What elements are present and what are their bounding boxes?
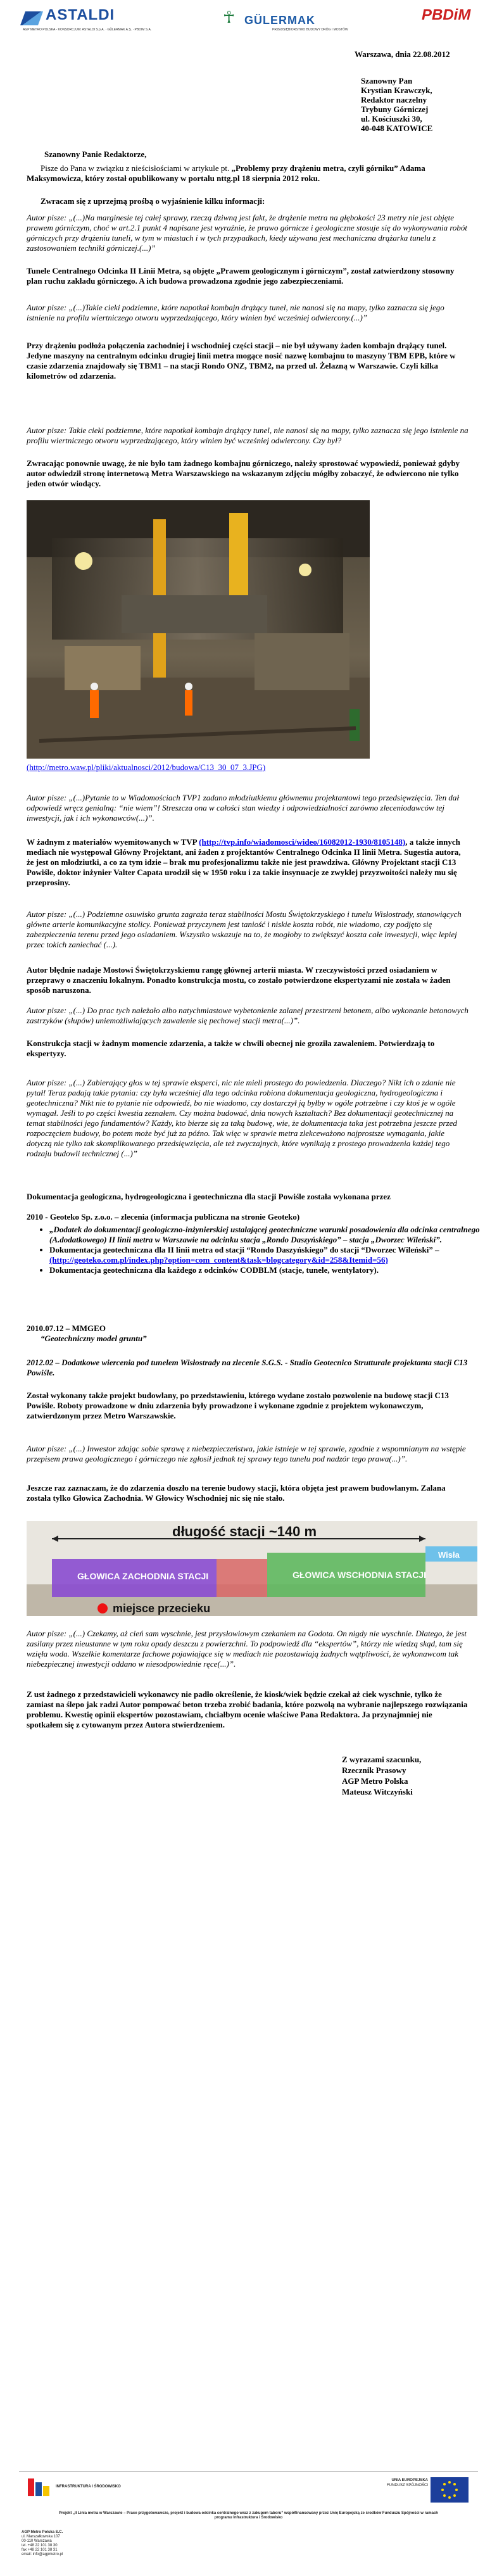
company-address: [22, 2530, 110, 2557]
quote-5: Autor pisze: „(...) Podziemne osuwisko grunta zagraża teraz stabilności Mostu Świętokrzyskiego i tunelu Wisłostrady, stanowiących główne arterie komunikacyjne stolicy. Ponieważ przyczynem jest taniość i niskie koszta robót, nie wiadomo, czy podjęto się zabezpieczenia terenu przed jego osiadaniem. Wszystko wskazuje na to, że mogłoby to zwiększyć koszta całe inwestycji, więc lepiej przec tokich zaniechać (...).: [27, 909, 462, 949]
answer-5: Autor błędnie nadaje Mostowi Świętokrzyskiemu rangę głównej arterii miasta. W rzeczywistości przed osiadaniem w przeprawy o znaczeniu lokalnym. Ponadto konstrukcja mostu, co zostało potwierdzone ekspertyzami nie została w żaden sposób naruszona.: [27, 965, 451, 995]
article-title: „Problemy przy drążeniu metra, czyli górniku” Adama Maksymowicza, który został opublikowany w portalu nttg.pl 18 sierpnia 2012 roku.: [27, 163, 425, 183]
answer-2: Przy drążeniu podłoża połączenia zachodniej i wschodniej części stacji – nie był używany żaden kombajn drążący tunel. Jedyne maszyny na centralnym odcinku drugiej linii metra mogące nosić nazwę kombajnu to maszyny TBM EPB, które w czasie zdarzenia znajdowały się TBM1 – na stacji Rondo ONZ, TBM2, na przed ul. Żelazną w Warszawie. Czyli kilka kilometrów od zdarzenia.: [27, 341, 456, 381]
quote-1: Autor pisze: „(...)Na marginesie tej całej sprawy, rzeczą dziwną jest fakt, że drążenie metra na głębokości 23 metry nie jest objęte prawem górniczym, choć w art.2.1 punkt 4 napisane jest wyraźnie, że prawo górnicze i geologiczne stosuje się do wykonywania robót górniczych przy drążeniu tuneli, w tym w miastach i w tych przypadkach, kiedy używana jest mechaniczna drążarka tunelu z zastosowaniem techniki górniczej.(...)”: [27, 213, 468, 253]
header-tagline-left: AGP METRO POLSKA - KONSORCJUM: ASTALDI S.p.A. · GÜLERMAK A.Ş. · PBDIM S.A.: [23, 28, 152, 32]
signoff-line: Z wyrazami szacunku,: [342, 1755, 422, 1764]
gulermak-logo-text: GÜLERMAK: [244, 14, 315, 27]
eu-fund-label: FUNDUSZ SPÓJNOŚCI: [386, 2484, 428, 2487]
construction-site-photo: [27, 500, 370, 759]
diagram-river-label: Wisła: [438, 1550, 460, 1560]
pbdim-logo: [422, 6, 479, 34]
quote-3: Autor pisze: Takie cieki podziemne, które napotkał kombajn drążący tunel, nie nanosi się na mapy, tylko zaznacza się jego istnienie na profilu wiertniczego otworu wyprzedzającego, który winien być wcześniej odwiercony. Czy był?: [27, 426, 469, 445]
signoff-block: [342, 1754, 469, 1797]
diagram-west-label: GŁOWICA ZACHODNIA STACJI: [77, 1571, 209, 1581]
recipient-line: Szanowny Pan: [361, 76, 413, 85]
company-name: AGP Metro Polska S.C.: [22, 2530, 63, 2534]
letterhead: [0, 0, 497, 42]
astaldi-mark-icon: [20, 11, 43, 25]
answer-4-body: , a także innych mediach nie występował Główny Projektant, ani żaden z projektantów Centralnego Odcinka II linii Metra. Sugestia autora, że jest on młodziutki, a co za tym idzie – brak mu profesjonalizmu także nie jest prawdziwa. Główny Projektant stacji C13 Powiśle, doktor inżynier Valter Capata urodził się w 1950 roku i za takie insynuacje ze zwykłej przyzwoitości należy mu się przeprosiny.: [27, 837, 461, 887]
address-line: ul. Marszałkowska 107: [22, 2535, 60, 2539]
quote-6: Autor pisze: „(...) Do prac tych należało albo natychmiastowe wybetonienie zalanej przestrzeni betonem, albo wykonanie betonowych zastrzyków (słupów) uniemożliwiających zawalenie się pechowej stacji metra(...)”.: [27, 1006, 469, 1025]
quote-7: Autor pisze: „(...) Zabierający głos w tej sprawie eksperci, nic nie mieli prostego do powiedzenia. Dlaczego? Nikt ich o zdanie nie pytał! Teraz padają takie pytania: czy była wcześniej dla tego odcinka robiona dokumentacja geologiczna, hydrogeologiczna i geotechniczna? Nikt nie to pytanie nie odpowiedź, bo nie wiadomo, czy dostarczył ją byłby w ogóle potrzebne i czy ktoś je w ogóle wymagał. Jeśli to po części kwestia zeznałem. Czy można budować, dnia nowych ksztaltach? Bez dokumentacji geotechnicznej na temat stabilności jego fundamentów? Każdy, kto bierze się za taką budowę, wie, że dokumentacja taka jest potrzebna jeszcze przed rozpoczęciem budowy, bo potem może być już za późno. Tak więc w sprawie metra zlekceważono najprostsze wymagania, jakie dotyczą nie tylko tak skomplikowanego przedsięwzięcia, ale też zwyczajnych, które wynikają z prostego prowadzenia każdej tego rodzaju budowli technicznej (...)”: [27, 1078, 457, 1158]
astaldi-logo-text: ASTALDI: [46, 6, 115, 23]
docs-list-item: • Dokumentacja geotechniczna dla każdego z odcinków CODBLM (stacje, tunele, wentylatory).: [49, 1265, 493, 1275]
eu-flag-icon: [431, 2477, 469, 2503]
answer-9: Z ust żadnego z przedstawicieli wykonawcy nie padło określenie, że kiosk/wiek będzie czekał aż ciek wyschnie, tylko że zamiast na ślepo jak radzi Autor pompować beton trzeba zrobić badania, które pozwolą na wybranie najlepszego rozwiązania problemu. Kwestię opinii ekspertów pozostawiam, chciałbym ocenie właściwe Pana Redaktora. Ja przynajmniej nie spotkałem się z cytowanym przez Autora stwierdzeniem.: [27, 1689, 468, 1729]
photo-source-link[interactable]: [27, 762, 470, 773]
recipient-line: Krystian Krawczyk,: [361, 85, 432, 95]
answer-1: Tunele Centralnego Odcinka II Linii Metra, są objęte „Prawem geologicznym i górniczym”, został zatwierdzony stosowny plan ruchu zakładu górniczego. A ich budowa prowadzona zgodnie jego zabezpieczeniami.: [27, 266, 455, 286]
recipient-line: ul. Kościuszki 30,: [361, 114, 422, 123]
gulermak-figure-icon: ☥: [223, 8, 236, 27]
quote-4: Autor pisze: „(...)Pytanie to w Wiadomościach TVP1 zadano młodziutkiemu głównemu projektantowi tego przedsięwzięcia. Ten dał odpowiedź wręcz genialną: “nie wiem”! Streszcza ona w całości stan wiedzy i odpowiedzialności zarówno zleceniodawców tej inwestycji, jak i ich wykonawców(...)”.: [27, 793, 459, 823]
eu-label: UNIA EUROPEJSKA: [391, 2478, 428, 2482]
diagram-length-label: długość stacji ~140 m: [172, 1524, 317, 1539]
docs-heading: Dokumentacja geologiczna, hydrogeologiczna i geotechniczna dla stacji Powiśle została wykonana przez: [27, 1192, 391, 1201]
answer-4: [27, 837, 470, 888]
address-line: email: info@agpmetro.pl: [22, 2553, 63, 2556]
address-line: fax +48 22 101 38 31: [22, 2548, 58, 2552]
station-diagram: [27, 1521, 477, 1616]
docs-item-text: Dokumentacja geotechniczna dla II linii metra od stacji “Rondo Daszyńskiego” do stacji “Dworzec Wileński” –: [49, 1245, 439, 1254]
station-diagram-svg: [27, 1521, 477, 1616]
letter-date: Warszawa, dnia 22.08.2012: [355, 49, 450, 59]
pbdim-logo-text: PBDiM: [422, 6, 471, 23]
quote-2: Autor pisze: „(...)Takie cieki podziemne, które napotkał kombajn drążący tunel, nie nanosi się na mapy, tylko zaznacza się jego istnienie na profilu wiertniczego otworu wyprzedzającego, który winien być wcześniej odwiercony.(...)”: [27, 303, 444, 322]
recipient-line: Redaktor naczelny: [361, 95, 427, 104]
docs-list: [27, 1225, 493, 1275]
project-cofinancing-note: Projekt „II Linia metra w Warszawie – Prace przygotowawcze, projekt i budowa odcinka centralnego wraz z zakupem taboru” współfinansowany przez Unię Europejską ze środków Funduszu Spójności w ramach programu Infrastruktura i Środowisko: [59, 2511, 438, 2520]
header-tagline-right: PRZEDSIĘBIORSTWO BUDOWY DRÓG I MOSTÓW: [272, 28, 348, 32]
address-line: tel. +48 22 101 38 30: [22, 2544, 58, 2548]
answer-7: Został wykonany także projekt budowlany, po przedstawieniu, którego wydane zostało pozwolenie na budowę stacji C13 Powiśle. Roboty prowadzone w dniu zdarzenia były prowadzone i wykonane zgodnie z projektem wykonawczym, zatwierdzonym przez Metro Warszawskie.: [27, 1391, 449, 1420]
answer-6: Konstrukcja stacji w żadnym momencie zdarzenia, a także w chwili obecnej nie groziła zawaleniem. Potwierdzają to ekspertyzy.: [27, 1039, 435, 1058]
answer-8: Jeszcze raz zaznaczam, że do zdarzenia doszło na terenie budowy stacji, która objęta jest prawem budowlanym. Zalana została tylko Głowica Zachodnia. W Głowicy Wschodniej nic się nie stało.: [27, 1483, 446, 1503]
docs-list-item: [49, 1245, 493, 1265]
signoff-line: AGP Metro Polska: [342, 1776, 408, 1786]
intro-paragraph: [27, 163, 470, 184]
mmgeo-line: 2010.07.12 – MMGEO: [27, 1323, 106, 1333]
intro-request: Zwracam się z uprzejmą prośbą o wyjaśnienie kilku informacji:: [41, 196, 265, 206]
answer-4-lead: W żadnym z materiałów wyemitowanych w TVP: [27, 837, 199, 847]
footer-divider: [19, 2471, 478, 2472]
diagram-east-label: GŁOWICA WSCHODNIA STACJI: [293, 1570, 427, 1580]
signoff-line: Mateusz Witczyński: [342, 1787, 413, 1796]
quote-9: Autor pisze: „(...) Czekamy, aż cień sam wyschnie, jest przysłowiowym czekaniem na Godota. On nigdy nie wyschnie. Dlatego, że jest zasilany przez nieustanne w tym roku opady deszczu z powierzchni. To podpowiedź dla “ekspertów”, którzy nie wiedzą skąd, tam się wzięła woda. Wszelkie komentarze fachowe pojawiające się w mediach nie pozostawiają żadnych wątpliwości, że wykonawcom tak niebezpiecznej inwestycji oddano w niesodpowiednie ręce(...)”.: [27, 1629, 467, 1669]
answer-3: Zwracając ponownie uwagę, że nie było tam żadnego kombajnu górniczego, należy sprostować wypowiedź, ponieważ gdyby autor odwiedził stronę internetową Metra Warszawskiego na wskazanym zdjęciu mógłby zobaczyć, że odwiercono nie tylko jeden otwór wiodący.: [27, 458, 460, 488]
intro-text: Pisze do Pana w związku z nieścisłościami w artykule pt.: [41, 163, 232, 173]
tvp-link[interactable]: (http://tvp.info/wiadomosci/wideo/16082012-1930/8105148): [199, 837, 406, 847]
address-line: 00-110 Warszawa: [22, 2539, 52, 2543]
quote-8: Autor pisze: „(...) Inwestor zdając sobie sprawę z niebezpieczeństwa, jakie istnieje w tej sprawie, zgodnie z wspomnianym na wstępie przepisem prawa geologicznego i górniczego nie zgłosił jednak tej sprawy tego tunelu pod nadzór tego prawa(...)”.: [27, 1444, 466, 1463]
footer: [0, 2471, 497, 2576]
leak-marker-icon: [98, 1603, 108, 1613]
salutation: Szanowny Panie Redaktorze,: [44, 149, 147, 159]
docs-list-item: • „Dodatek do dokumentacji geologiczno-inżynierskiej ustalającej geotechniczne warunki posadowienia dla odcinka centralnego (A.dodatkowego) II linii metra w Warszawie na odcinku stacja „Rondo Daszyńskiego” – stacja „Dworzec Wileński”.: [49, 1225, 493, 1245]
ministry-logo-icon: [28, 2478, 53, 2496]
recipient-line: Trybuny Górniczej: [361, 104, 429, 114]
docs-geoteko: 2010 - Geoteko Sp. z.o.o. – zlecenia (informacja publiczna na stronie Geoteko): [27, 1212, 300, 1222]
signoff-line: Rzecznik Prasowy: [342, 1765, 406, 1775]
photo-link-text[interactable]: (http://metro.waw.pl/pliki/aktualnosci/2012/budowa/C13_30_07_3.JPG): [27, 762, 266, 772]
recipient-line: 40-048 KATOWICE: [361, 123, 433, 133]
mmgeo-title: “Geotechniczny model gruntu”: [41, 1334, 147, 1343]
ministry-label: INFRASTRUKTURA I ŚRODOWISKO: [56, 2485, 121, 2489]
geoteko-link[interactable]: (http://geoteko.com.pl/index.php?option=com_content&task=blogcategory&id=258&Itemid=56): [49, 1255, 388, 1265]
photo-illustration: [27, 500, 370, 759]
diagram-leak-label: miejsce przecieku: [113, 1602, 211, 1615]
geotecnico-line: 2012.02 – Dodatkowe wiercenia pod tunelem Wisłostrady na zlecenie S.G.S. - Studio Geotecnico Strutturale projektanta stacji C13 Powiśle.: [27, 1358, 468, 1377]
recipient-block: [361, 76, 488, 133]
